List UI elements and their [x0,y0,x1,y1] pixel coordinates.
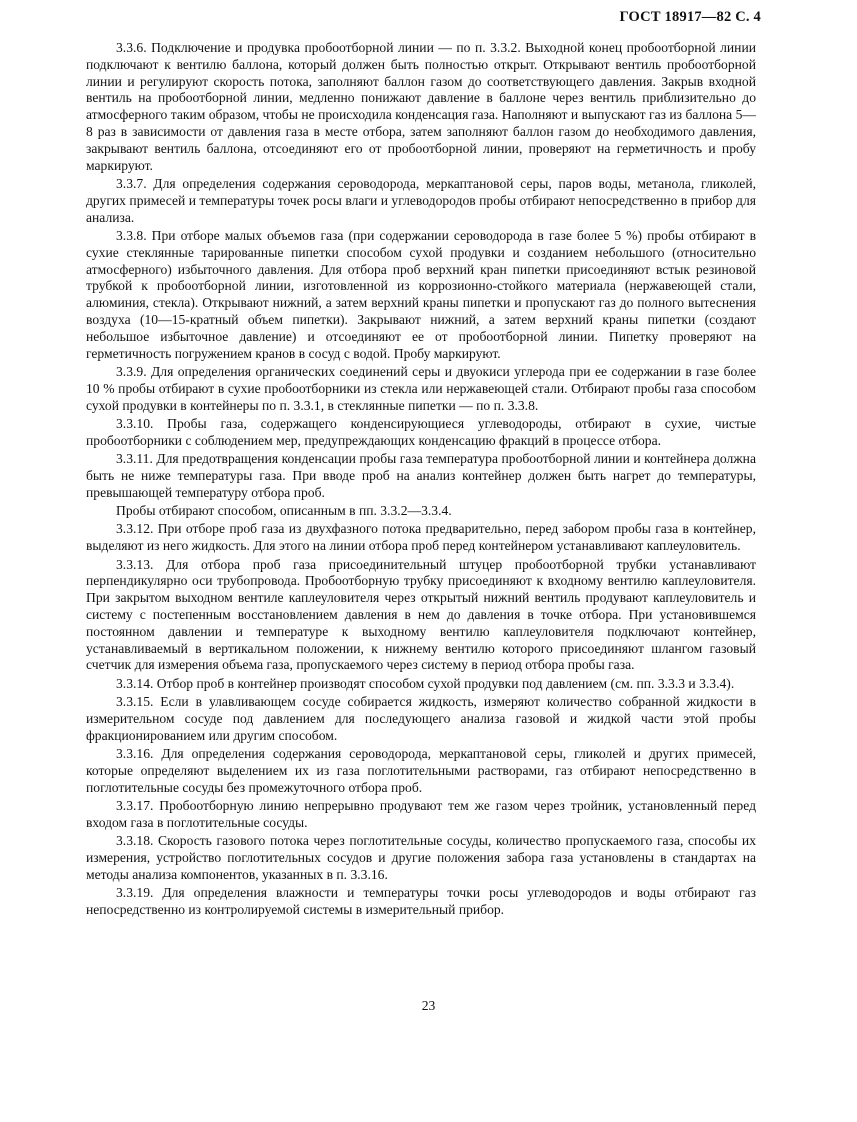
paragraph-3-3-18: 3.3.18. Скорость газового потока через поглотительные сосуды, количество пропускаемого газа, способы их измерения, устройство поглотительных сосудов и другие положения забора газа установлены в стандартах на методы анализа компонентов, указанных в п. 3.3.16. [86,833,756,882]
paragraph-3-3-7: 3.3.7. Для определения содержания сероводорода, меркаптановой серы, паров воды, метанола, гликолей, других примесей и температуры точек росы влаги и углеводородов пробы отбирают непосредственно в прибор для анализа. [86,175,756,225]
paragraph-3-3-6: 3.3.6. Подключение и продувка пробоотборной линии — по п. 3.3.2. Выходной конец пробоотборной линии подключают к вентилю баллона, который должен быть полностью открыт. Открывают вентиль пробоотборной линии и регулируют скорость потока, заполняют баллон газом до соответствующего давления. Закрыв входной вентиль на пробоотборной линии, медленно понижают давление в баллоне через вентиль приблизительно до атмосферного таким образом, чтобы не происходила конденсация газа. Наполняют и выпускают газ из баллона 5—8 раз в зависимости от давления газа в месте отбора, затем заполняют баллон газом до необходимого давления, закрывают вентиль баллона, отсоединяют его от пробоотборной линии, проверяют на герметичность и пробу маркируют. [86,40,756,173]
paragraph-3-3-11: 3.3.11. Для предотвращения конденсации пробы газа температура пробоотборной линии и контейнера должна быть не ниже температуры газа. При вводе проб на анализ контейнер должен быть нагрет до температуры, превышающей температуру отбора проб. [86,451,756,500]
paragraph-3-3-8: 3.3.8. При отборе малых объемов газа (при содержании сероводорода в газе более 5 %) пробы отбирают в сухие стеклянные тарированные пипетки способом сухой продувки и созданием небольшого (относительно атмосферного) избыточного давления. Для отбора проб верхний кран пипетки присоединяют встык резиновой трубкой к пробоотборной линии, изготовленной из коррозионно-стойкого материала (нержавеющей стали, алюминия, стекла). Открывают нижний, а затем верхний краны пипетки и пропускают газ до полного вытеснения воздуха (10—15-кратный объем пипетки). Закрывают нижний, а затем верхний краны пипетки (создают небольшое избыточное давление) и отсоединяют ее от пробоотборной линии. Пипетку проверяют на герметичность погружением кранов в сосуд с водой. Пробу маркируют. [86,227,756,361]
page-number: 23 [421,998,436,1013]
paragraph-3-3-17: 3.3.17. Пробоотборную линию непрерывно продувают тем же газом через тройник, установленный перед входом газа в поглотительные сосуды. [86,798,756,830]
document-body [86,40,756,921]
paragraph-3-3-16: 3.3.16. Для определения содержания сероводорода, меркаптановой серы, гликолей и других примесей, которые определяют выделением их из газа поглотительными растворами, газ отбирают непосредственно в поглотительные сосуды без промежуточного отбора проб. [86,746,756,795]
paragraph-3-3-13: 3.3.13. Для отбора проб газа присоединительный штуцер пробоотборной трубки устанавливают перпендикулярно оси трубопровода. Пробоотборную трубку присоединяют к входному вентилю каплеуловителя. При закрытом выходном вентиле каплеуловителя через открытый нижний вентиль продувают каплеуловитель и систему с постепенным восстановлением давления в нем до давления в точке отбора. При установившемся постоянном давлении и температуре к выходному вентилю каплеуловителя подключают контейнер, устанавливаемый в вертикальном положении, к нижнему вентилю которого присоединяют шлангом газовый счетчик для измерения объема газа, пропускаемого через систему в период отбора пробы газа. [86,556,756,673]
paragraph-3-3-12: 3.3.12. При отборе проб газа из двухфазного потока предварительно, перед забором пробы газа в контейнер, выделяют из него жидкость. Для этого на линии отбора проб перед контейнером устанавливают каплеуловитель. [86,521,756,554]
paragraph-3-3-15: 3.3.15. Если в улавливающем сосуде собирается жидкость, измеряют количество собранной жидкости в измерительном сосуде под давлением для последующего анализа газовой и жидкой части этой пробы фракционированием или другим способом. [86,694,756,743]
paragraph-3-3-9: 3.3.9. Для определения органических соединений серы и двуокиси углерода при ее содержании в газе более 10 % пробы отбирают в сухие пробоотборники из стекла или нержавеющей стали. Отбирают пробы газа способом сухой продувки в контейнеры по п. 3.3.1, в стеклянные пипетки — по п. 3.3.8. [86,363,756,413]
paragraph-3-3-14: 3.3.14. Отбор проб в контейнер производят способом сухой продувки под давлением (см. пп. 3.3.3 и 3.3.4). [116,675,735,691]
paragraph-3-3-11-note: Пробы отбирают способом, описанным в пп. 3.3.2—3.3.4. [116,503,452,519]
paragraph-3-3-19: 3.3.19. Для определения влажности и температуры точки росы углеводородов и воды отбирают газ непосредственно из контролируемой системы в измерительный прибор. [86,885,756,918]
page-header-title: ГОСТ 18917—82 С. 4 [619,9,761,25]
paragraph-3-3-10: 3.3.10. Пробы газа, содержащего конденсирующиеся углеводороды, отбирают в сухие, чистые пробоотборники с соблюдением мер, предупреждающих конденсацию фракций в процессе отбора. [86,415,756,448]
